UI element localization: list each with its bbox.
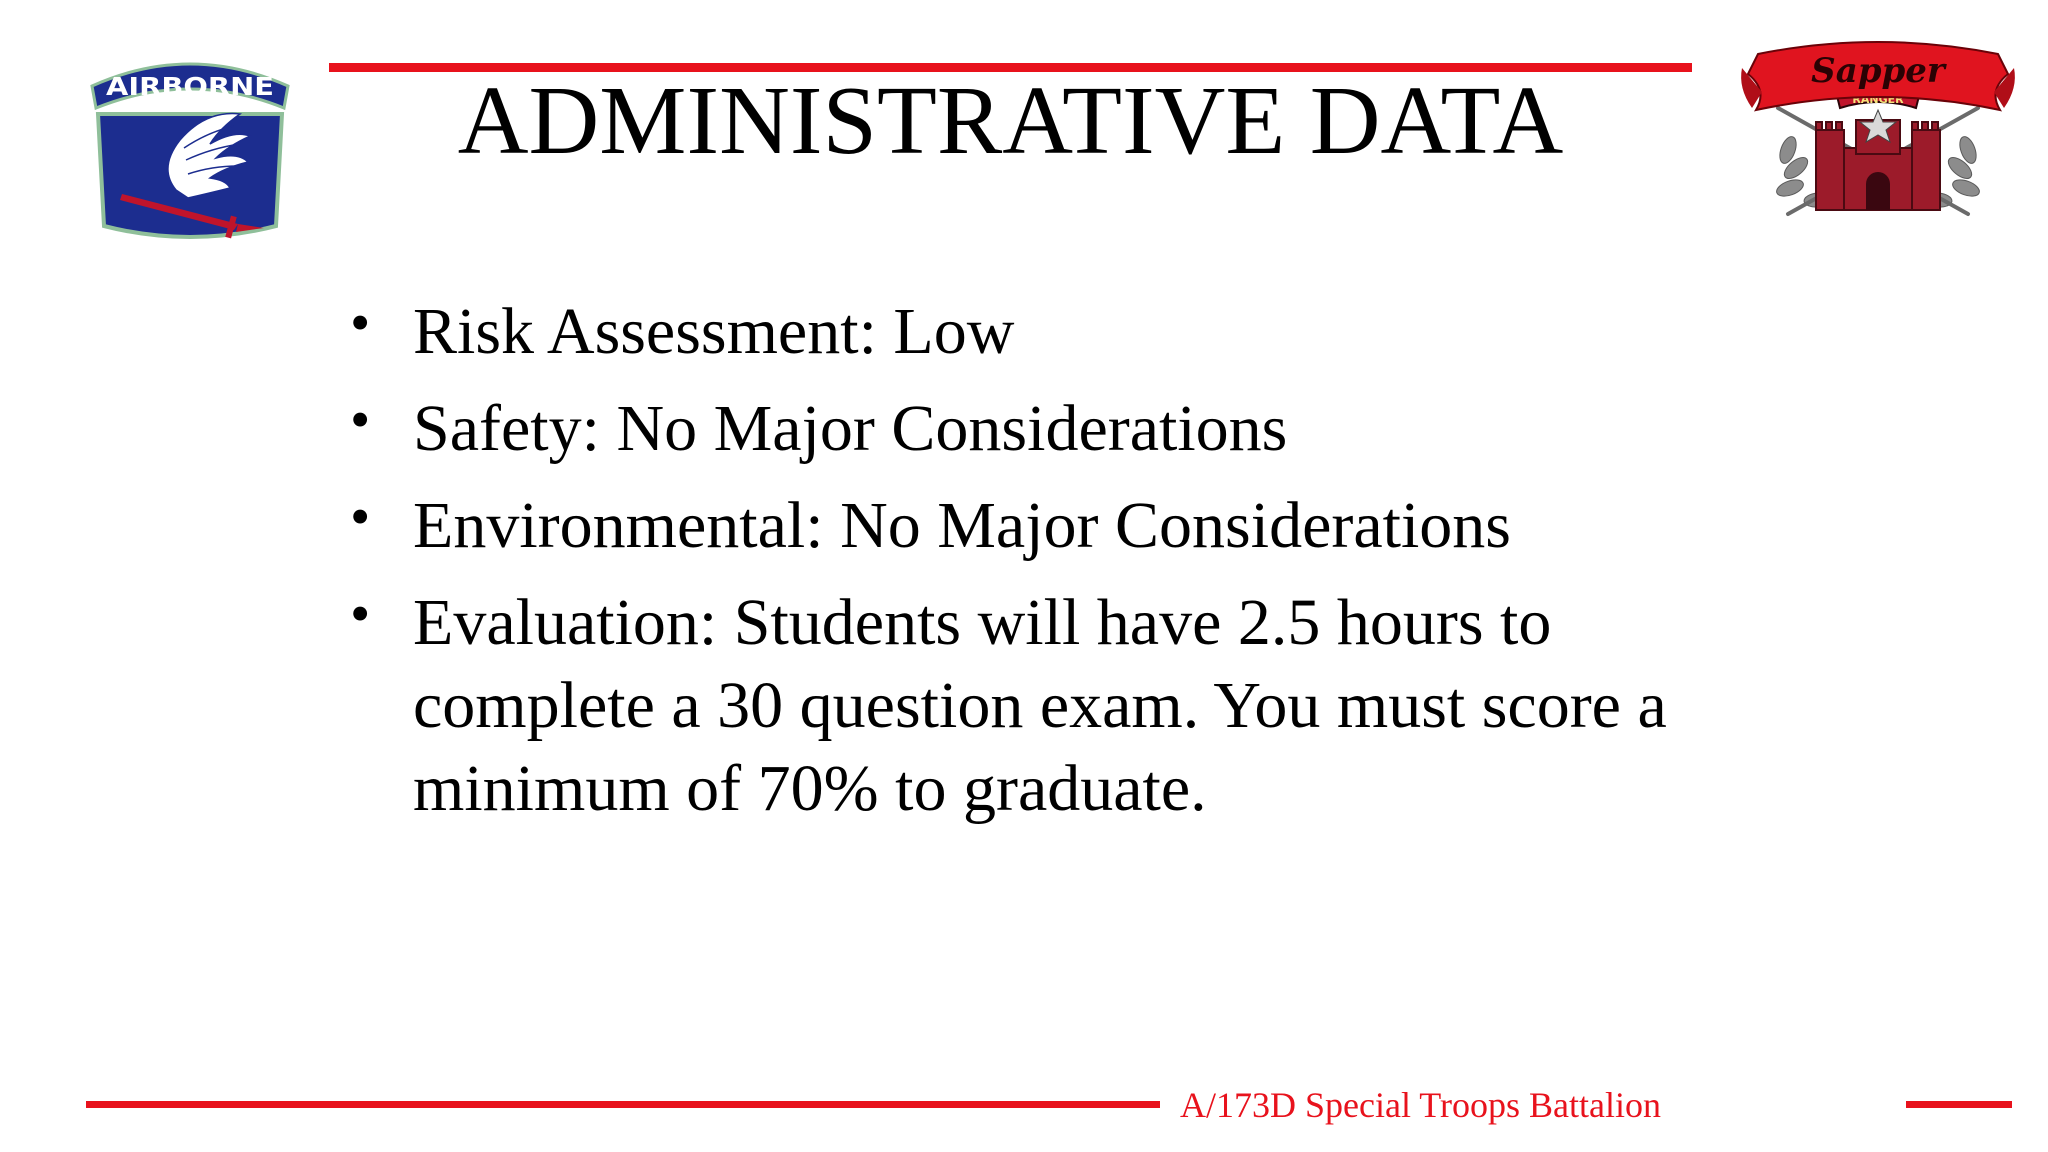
bullet-text: Environmental: No Major Considerations <box>413 489 1511 562</box>
svg-text:RANGER: RANGER <box>1852 93 1904 106</box>
bullet-text: Evaluation: Students will have 2.5 hours to complete a 30 question exam. You must score a minimum of 70% to graduate. <box>413 586 1667 825</box>
footer-text: A/173D Special Troops Battalion <box>1180 1085 1662 1125</box>
airborne-patch-icon <box>88 48 292 243</box>
bullet-dot-icon: • <box>350 387 371 452</box>
footer-rule-right <box>1906 1101 2012 1108</box>
bullet-dot-icon: • <box>350 290 371 355</box>
bullet-dot-icon: • <box>350 581 371 646</box>
bullet-item-evaluation <box>350 581 1730 830</box>
svg-text:Sapper: Sapper <box>1811 51 1945 91</box>
bullet-item-risk <box>350 290 1730 373</box>
bullet-item-safety <box>350 387 1730 470</box>
footer-rule-left <box>86 1101 1160 1108</box>
sapper-ranger-insignia-icon <box>1738 38 2018 224</box>
svg-text:AIRBORNE: AIRBORNE <box>106 72 274 101</box>
bullet-text: Risk Assessment: Low <box>413 295 1015 368</box>
bullet-list <box>350 290 1730 844</box>
bullet-item-environmental <box>350 484 1730 567</box>
bullet-dot-icon: • <box>350 484 371 549</box>
bullet-text: Safety: No Major Considerations <box>413 392 1288 465</box>
slide-title: ADMINISTRATIVE DATA <box>457 67 1564 175</box>
